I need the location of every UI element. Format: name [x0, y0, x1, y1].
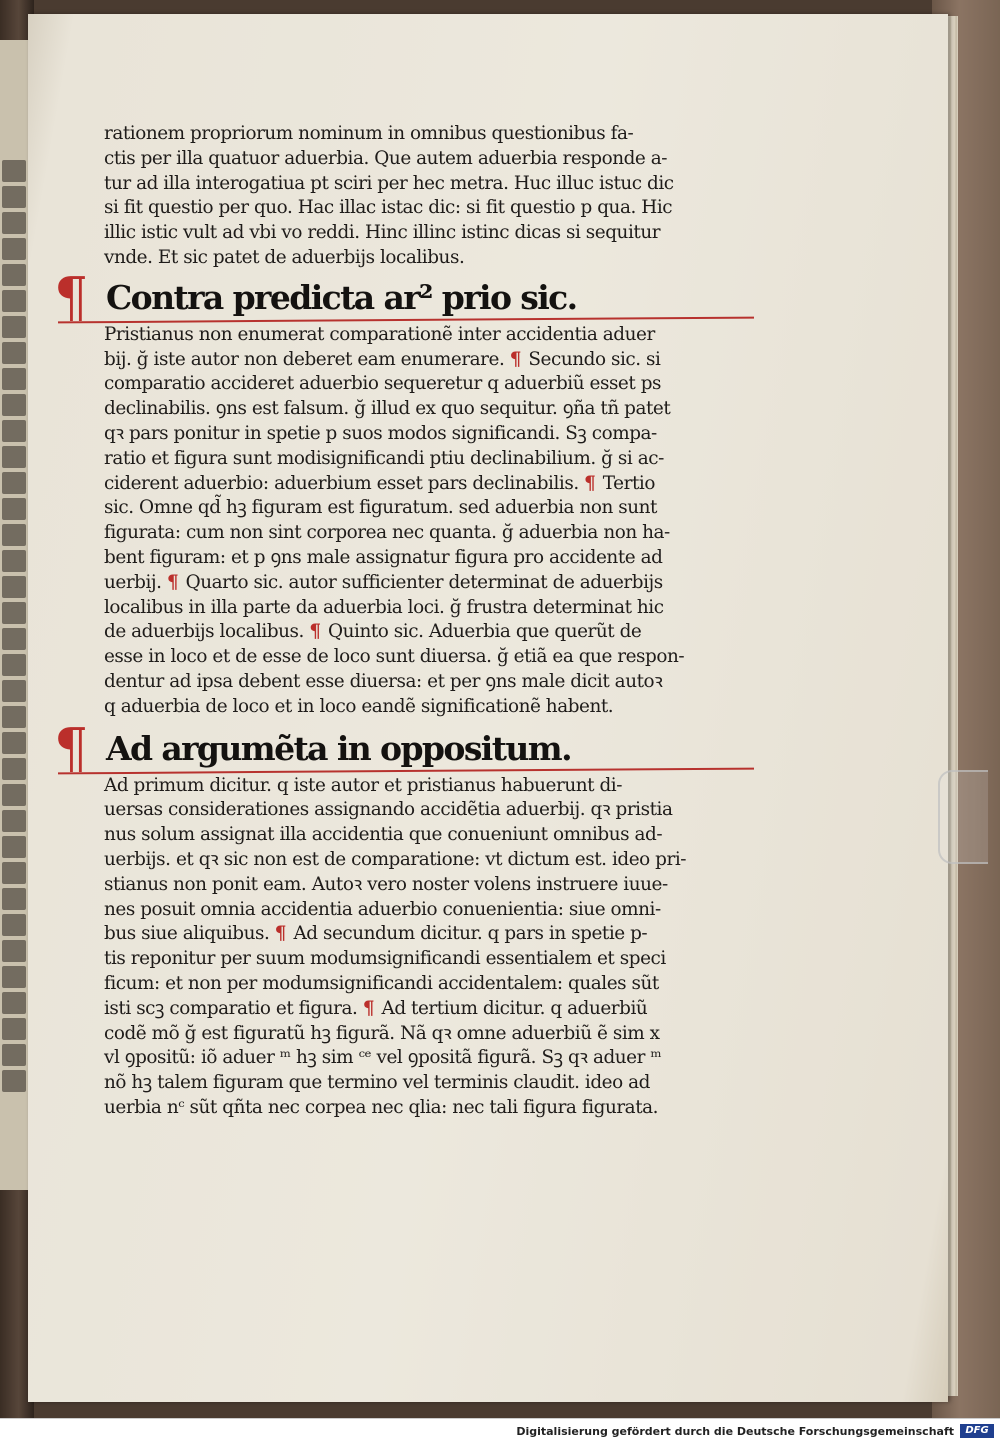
- text-line: esse in loco et de esse de loco sunt diuersa. ğ etiã ea que respon-: [104, 646, 685, 668]
- previous-page-text-fragment: [2, 420, 26, 442]
- footer-bar: [0, 1418, 1000, 1445]
- text-line: q aduerbia de loco et in loco eandẽ significationẽ habent.: [104, 695, 614, 717]
- previous-page-text-fragment: [2, 992, 26, 1014]
- text-line: illic istic vult ad vbi vo reddi. Hinc illinc istinc dicas si sequitur: [104, 222, 661, 244]
- text-line: nus solum assignat illa accidentia que conueniunt omnibus ad-: [104, 824, 663, 846]
- previous-page-text-fragment: [2, 264, 26, 286]
- previous-page-text-fragment: [2, 654, 26, 676]
- text-line: bus siue aliquibus. ¶ Ad secundum dicitur. q pars in spetie p-: [104, 923, 648, 945]
- previous-page-text-fragment: [2, 784, 26, 806]
- previous-page-edge: [0, 40, 30, 1190]
- text-line: de aduerbijs localibus. ¶ Quinto sic. Aduerbia que querũt de: [104, 621, 642, 643]
- previous-page-text-fragment: [2, 212, 26, 234]
- pilcrow-icon: ¶: [54, 265, 87, 329]
- heading-ad-argumenta: [54, 716, 736, 780]
- previous-page-text-fragment: [2, 368, 26, 390]
- heading-text: Contra predicta ar² prio sic.: [106, 277, 577, 317]
- text-line: uersas considerationes assignando accidẽtia aduerbij. qꝛ pristia: [104, 799, 673, 821]
- previous-page-text-fragments: [2, 160, 26, 1096]
- pilcrow-icon: ¶: [584, 472, 596, 494]
- previous-page-text-fragment: [2, 966, 26, 988]
- pilcrow-icon: ¶: [362, 997, 375, 1019]
- text-line: Ad primum dicitur. q iste autor et pristianus habuerunt di-: [104, 774, 622, 796]
- text-line: nõ hꝫ talem figuram que termino vel terminis claudit. ideo ad: [104, 1072, 650, 1094]
- previous-page-text-fragment: [2, 1070, 26, 1092]
- previous-page-text-fragment: [2, 290, 26, 312]
- pilcrow-icon: ¶: [274, 923, 287, 945]
- text-line: codẽ mõ ğ est figuratũ hꝫ figurã. Nã qꝛ omne aduerbiũ ẽ sim x: [104, 1022, 660, 1044]
- text-line: rationem propriorum nominum in omnibus questionibus fa-: [104, 123, 634, 144]
- previous-page-text-fragment: [2, 836, 26, 858]
- text-line: localibus in illa parte da aduerbia loci. ğ frustra determinat hic: [104, 596, 664, 618]
- text-line: dentur ad ipsa debent esse diuersa: et per ꝯns male dicit autoꝛ: [104, 670, 663, 692]
- funding-credit: Digitalisierung gefördert durch die Deutsche Forschungsgemeinschaft: [516, 1425, 954, 1438]
- previous-page-text-fragment: [2, 914, 26, 936]
- text-line: ficum: et non per modumsignificandi accidentalem: quales sũt: [104, 972, 659, 994]
- text-line: ctis per illa quatuor aduerbia. Que autem aduerbia responde a-: [104, 147, 668, 169]
- text-line: vl ꝯpositũ: iõ aduer ᵐ hꝫ sim ᶜᵉ vel ꝯpositã figurã. Sꝫ qꝛ aduer ᵐ: [104, 1047, 662, 1069]
- text-line: isti scꝫ comparatio et figura. ¶ Ad tertium dicitur. q aduerbiũ: [104, 997, 648, 1019]
- text-line: tur ad illa interogatiua pt sciri per hec metra. Huc illuc istuc dic: [104, 172, 674, 194]
- previous-page-text-fragment: [2, 238, 26, 260]
- text-line: declinabilis. ꝯns est falsum. ğ illud ex quo sequitur. ꝯña tñ patet: [104, 398, 671, 420]
- heading-text: Ad argumẽta in oppositum.: [106, 728, 571, 768]
- pilcrow-icon: ¶: [309, 621, 321, 643]
- pilcrow-icon: ¶: [509, 348, 522, 370]
- text-line: uerbia nᶜ sũt qñta nec corpea nec qlia: nec tali figura figurata.: [104, 1096, 659, 1118]
- previous-page-text-fragment: [2, 472, 26, 494]
- text-line: bent figuram: et p ꝯns male assignatur figura pro accidente ad: [104, 546, 663, 568]
- text-line: ratio et figura sunt modisignificandi ptiu declinabilium. ğ si ac-: [104, 447, 664, 469]
- previous-page-text-fragment: [2, 550, 26, 572]
- previous-page-text-fragment: [2, 342, 26, 364]
- previous-page-text-fragment: [2, 940, 26, 962]
- previous-page-text-fragment: [2, 576, 26, 598]
- previous-page-text-fragment: [2, 316, 26, 338]
- text-line: uerbij. ¶ Quarto sic. autor sufficienter determinat de aduerbijs: [104, 571, 663, 593]
- previous-page-text-fragment: [2, 706, 26, 728]
- text-line: bij. ğ iste autor non deberet eam enumerare. ¶ Secundo sic. si: [104, 348, 661, 370]
- previous-page-text-fragment: [2, 602, 26, 624]
- text-line: ciderent aduerbio: aduerbium esset pars declinabilis. ¶ Tertio: [104, 472, 655, 494]
- previous-page-text-fragment: [2, 446, 26, 468]
- previous-page-text-fragment: [2, 862, 26, 884]
- text-line: qꝛ pars ponitur in spetie p suos modos significandi. Sꝫ compa-: [104, 422, 657, 444]
- text-line: si fit questio per quo. Hac illac istac dic: si fit questio p qua. Hic: [104, 197, 673, 219]
- text-line: stianus non ponit eam. Autoꝛ vero noster volens instruere iuue-: [104, 873, 668, 895]
- paragraph-part2: [88, 323, 736, 720]
- text-line: Pristianus non enumerat comparationẽ inter accidentia aduer: [104, 323, 655, 345]
- previous-page-text-fragment: [2, 394, 26, 416]
- pilcrow-icon: ¶: [166, 571, 179, 593]
- text-line: comparatio accideret aduerbio sequeretur q aduerbiũ esset ps: [104, 373, 662, 395]
- heading-contra: [54, 265, 736, 329]
- text-line: figurata: cum non sint corporea nec quanta. ğ aduerbia non ha-: [104, 522, 670, 544]
- previous-page-text-fragment: [2, 524, 26, 546]
- previous-page-text-fragment: [2, 498, 26, 520]
- previous-page-text-fragment: [2, 160, 26, 182]
- text-line: nes posuit omnia accidentia aduerbio conuenientia: siue omni-: [104, 898, 661, 920]
- previous-page-text-fragment: [2, 810, 26, 832]
- text-line: vnde. Et sic patet de aduerbijs localibus.: [104, 246, 465, 268]
- pilcrow-icon: ¶: [54, 716, 87, 780]
- previous-page-text-fragment: [2, 758, 26, 780]
- previous-page-text-fragment: [2, 1018, 26, 1040]
- previous-page-text-fragment: [2, 888, 26, 910]
- text-line: tis reponitur per suum modumsignificandi essentialem et speci: [104, 948, 666, 970]
- page-clip: [938, 770, 988, 864]
- previous-page-text-fragment: [2, 186, 26, 208]
- dfg-logo-icon: DFG: [960, 1424, 994, 1438]
- previous-page-text-fragment: [2, 732, 26, 754]
- paragraph-part3: [88, 774, 736, 1121]
- text-block: [54, 122, 736, 1121]
- paragraph-part1: [88, 122, 736, 271]
- previous-page-text-fragment: [2, 680, 26, 702]
- text-line: uerbijs. et qꝛ sic non est de comparatione: vt dictum est. ideo pri-: [104, 848, 687, 870]
- previous-page-text-fragment: [2, 1044, 26, 1066]
- text-line: sic. Omne qd̃ hꝫ figuram est figuratum. sed aduerbia non sunt: [104, 497, 657, 519]
- previous-page-text-fragment: [2, 628, 26, 650]
